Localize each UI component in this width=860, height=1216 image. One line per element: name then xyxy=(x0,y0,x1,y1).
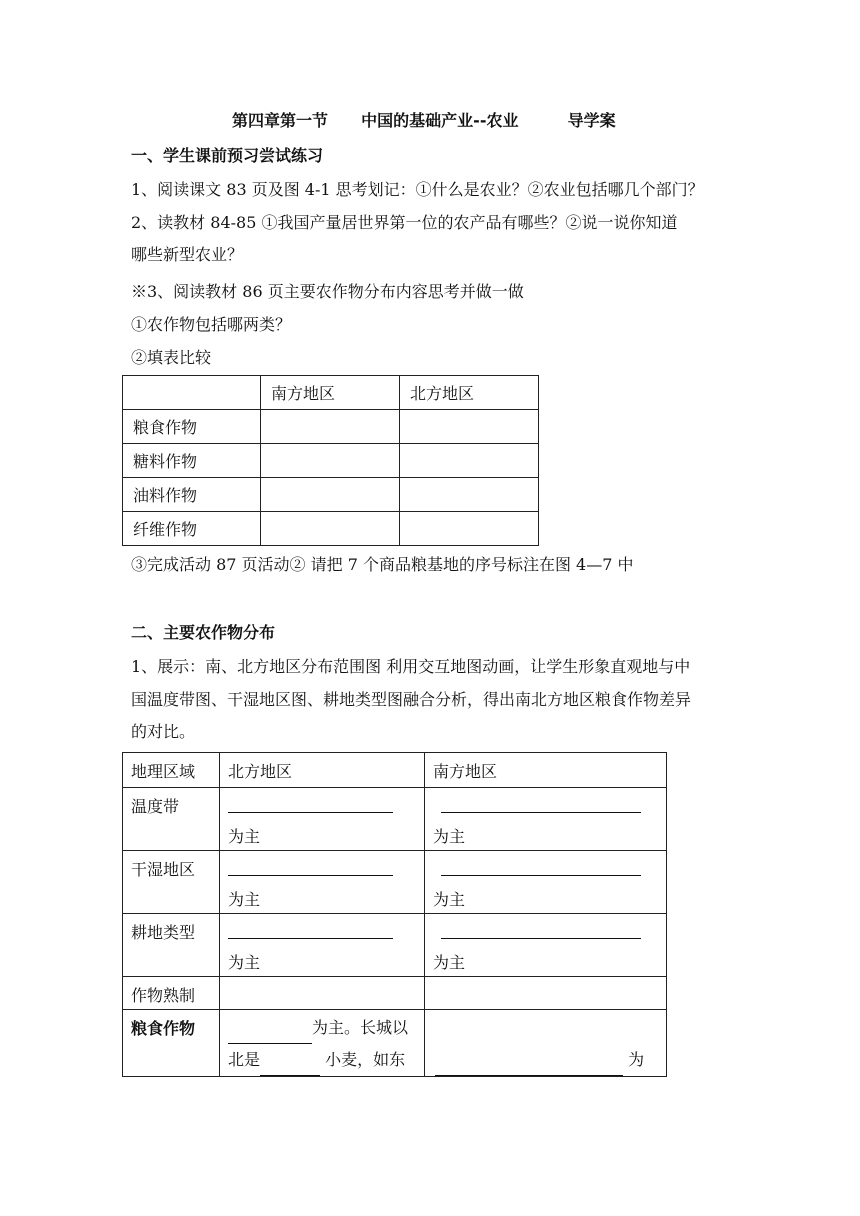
table-row xyxy=(123,914,667,977)
answer-cell[interactable] xyxy=(425,977,667,1010)
answer-cell[interactable] xyxy=(220,1010,425,1077)
answer-cell[interactable] xyxy=(425,851,667,914)
section2-paragraph-line1: 1、展示：南、北方地区分布范围图 利用交互地图动画，让学生形象直观地与中 xyxy=(131,657,691,676)
region-comparison-table xyxy=(122,752,667,1077)
section2-heading: 二、主要农作物分布 xyxy=(131,623,276,642)
table-header-row xyxy=(123,753,667,788)
table-row xyxy=(123,410,539,444)
answer-cell[interactable] xyxy=(261,410,400,444)
table-row xyxy=(123,1010,667,1077)
grain-north-text-3: 小麦，如东 xyxy=(320,1050,406,1069)
question-2-line2: 哪些新型农业？ xyxy=(131,245,244,264)
blank-line[interactable] xyxy=(228,1027,312,1044)
blank-line[interactable] xyxy=(441,796,641,813)
answer-cell[interactable] xyxy=(220,851,425,914)
question-3b: ②填表比较 xyxy=(131,348,212,367)
table-row xyxy=(123,478,539,512)
cell-suffix: 为主 xyxy=(433,890,466,909)
answer-cell[interactable] xyxy=(425,1010,667,1077)
title-topic: 中国的基础产业--农业 xyxy=(361,111,519,130)
table-header-cell: 北方地区 xyxy=(400,376,539,410)
comparison-table xyxy=(122,375,539,546)
row-label: 作物熟制 xyxy=(123,977,220,1010)
blank-line[interactable] xyxy=(441,922,641,939)
answer-cell[interactable] xyxy=(400,444,539,478)
table-header-cell xyxy=(123,376,261,410)
table-header-cell: 南方地区 xyxy=(261,376,400,410)
blank-line[interactable] xyxy=(228,796,393,813)
question-3c: ③完成活动 87 页活动② 请把 7 个商品粮基地的序号标注在图 4—7 中 xyxy=(131,555,634,574)
title-chapter: 第四章第一节 xyxy=(232,111,329,130)
cell-suffix: 为主 xyxy=(228,890,261,909)
blank-line[interactable] xyxy=(441,859,641,876)
table-row xyxy=(123,444,539,478)
table-header-row xyxy=(123,376,539,410)
row-label: 耕地类型 xyxy=(123,914,220,977)
answer-cell[interactable] xyxy=(400,478,539,512)
answer-cell[interactable] xyxy=(400,512,539,546)
row-label: 油料作物 xyxy=(123,478,261,512)
blank-line[interactable] xyxy=(260,1059,320,1076)
section1-heading: 一、学生课前预习尝试练习 xyxy=(131,146,324,165)
cell-suffix: 为主 xyxy=(228,827,261,846)
blank-line[interactable] xyxy=(435,1059,623,1076)
answer-cell[interactable] xyxy=(261,444,400,478)
row-label: 糖料作物 xyxy=(123,444,261,478)
answer-cell[interactable] xyxy=(220,788,425,851)
answer-cell[interactable] xyxy=(220,977,425,1010)
page-title xyxy=(232,111,616,131)
answer-cell[interactable] xyxy=(425,914,667,977)
title-suffix: 导学案 xyxy=(567,111,616,130)
question-2-line1: 2、读教材 84-85 ①我国产量居世界第一位的农产品有哪些？②说一说你知道 xyxy=(131,213,678,232)
grain-south-text: 为 xyxy=(623,1050,645,1069)
answer-cell[interactable] xyxy=(425,788,667,851)
table-header-cell: 北方地区 xyxy=(220,753,425,788)
answer-cell[interactable] xyxy=(400,410,539,444)
row-label: 纤维作物 xyxy=(123,512,261,546)
grain-north-text-2: 北是 xyxy=(228,1050,261,1069)
table-header-cell: 地理区域 xyxy=(123,753,220,788)
row-label: 粮食作物 xyxy=(123,410,261,444)
question-1: 1、阅读课文 83 页及图 4-1 思考划记：①什么是农业？②农业包括哪几个部门？ xyxy=(131,180,704,199)
answer-cell[interactable] xyxy=(261,512,400,546)
question-3: ※3、阅读教材 86 页主要农作物分布内容思考并做一做 xyxy=(131,282,524,301)
row-label: 粮食作物 xyxy=(123,1010,220,1077)
grain-north-text-1: 为主。长城以 xyxy=(312,1018,409,1037)
section2-paragraph-line3: 的对比。 xyxy=(131,722,196,741)
blank-line[interactable] xyxy=(228,922,393,939)
cell-suffix: 为主 xyxy=(228,953,261,972)
table-row xyxy=(123,851,667,914)
table-row xyxy=(123,788,667,851)
row-label: 干湿地区 xyxy=(123,851,220,914)
blank-line[interactable] xyxy=(228,859,393,876)
question-3a: ①农作物包括哪两类？ xyxy=(131,315,292,334)
cell-suffix: 为主 xyxy=(433,953,466,972)
table-row xyxy=(123,512,539,546)
table-row xyxy=(123,977,667,1010)
table-header-cell: 南方地区 xyxy=(425,753,667,788)
section2-paragraph-line2: 国温度带图、干湿地区图、耕地类型图融合分析，得出南北方地区粮食作物差异 xyxy=(131,690,692,709)
row-label: 温度带 xyxy=(123,788,220,851)
answer-cell[interactable] xyxy=(261,478,400,512)
answer-cell[interactable] xyxy=(220,914,425,977)
cell-suffix: 为主 xyxy=(433,827,466,846)
